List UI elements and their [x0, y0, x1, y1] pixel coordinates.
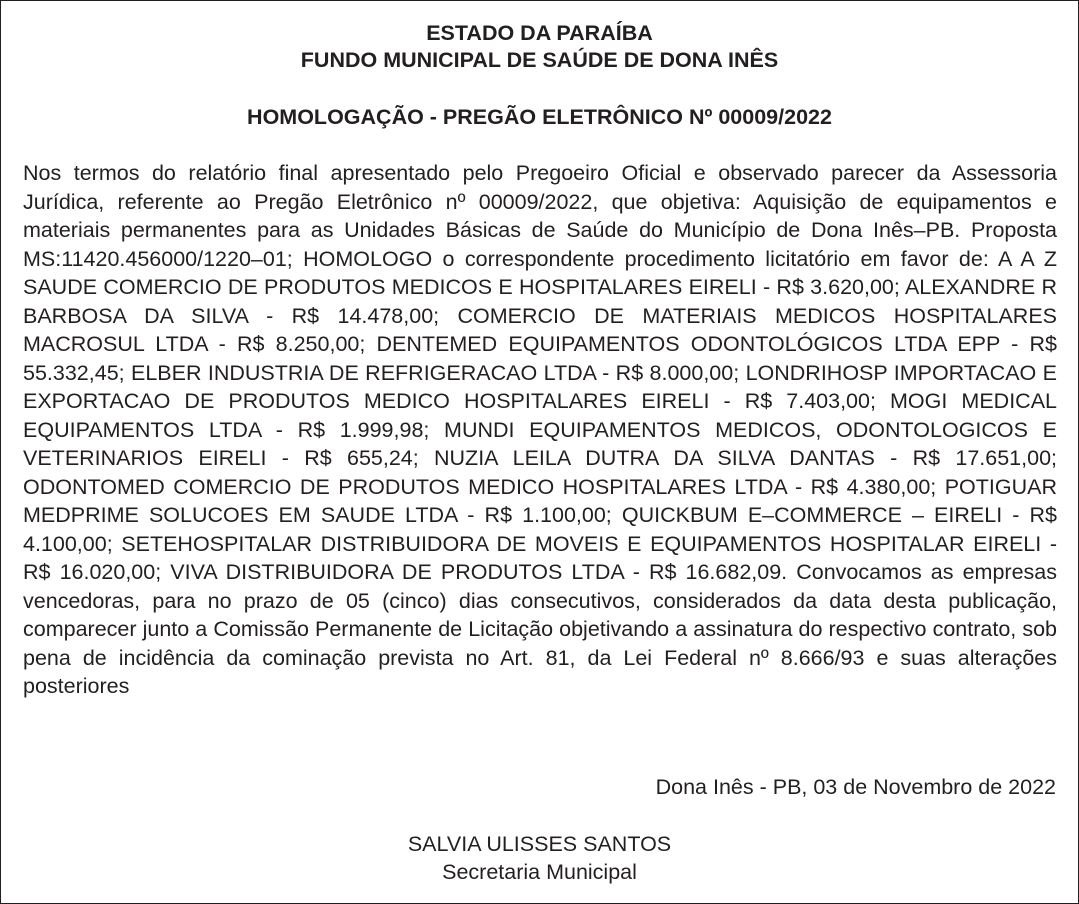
- state-name: ESTADO DA PARAÍBA: [426, 21, 653, 45]
- signatory-name: SALVIA ULISSES SANTOS: [407, 832, 672, 856]
- place-and-date: Dona Inês - PB, 03 de Novembro de 2022: [655, 775, 1056, 799]
- document-title: HOMOLOGAÇÃO - PREGÃO ELETRÔNICO Nº 00009/2022: [247, 105, 832, 129]
- document-header: [1, 20, 1078, 74]
- fund-name: FUNDO MUNICIPAL DE SAÚDE DE DONA INÊS: [300, 48, 779, 72]
- signatory-role: Secretaria Municipal: [442, 860, 637, 884]
- document-body: Nos termos do relatório final apresentado pelo Pregoeiro Oficial e observado parecer da Assessoria Jurídica, referente ao Pregão Eletrônico nº 00009/2022, que objetiva: Aquisição de equipamentos e materiais permanentes para as Unidades Básicas de Saúde do Município de Dona Inês–PB. Proposta MS:11420.456000/1220–01; HOMOLOGO o correspondente procedimento licitatório em favor de: A A Z SAUDE COMERCIO DE PRODUTOS MEDICOS E HOSPITALARES EIRELI - R$ 3.620,00; ALEXANDRE R BARBOSA DA SILVA - R$ 14.478,00; COMERCIO DE MATERIAIS MEDICOS HOSPITALARES MACROSUL LTDA - R$ 8.250,00; DENTEMED EQUIPAMENTOS ODONTOLÓGICOS LTDA EPP - R$ 55.332,45; ELBER INDUSTRIA DE REFRIGERACAO LTDA - R$ 8.000,00; LONDRIHOSP IMPORTACAO E EXPORTACAO DE PRODUTOS MEDICO HOSPITALARES EIRELI - R$ 7.403,00; MOGI MEDICAL EQUIPAMENTOS LTDA - R$ 1.999,98; MUNDI EQUIPAMENTOS MEDICOS, ODONTOLOGICOS E VETERINARIOS EIRELI - R$ 655,24; NUZIA LEILA DUTRA DA SILVA DANTAS - R$ 17.651,00; ODONTOMED COMERCIO DE PRODUTOS MEDICO HOSPITALARES LTDA - R$ 4.380,00; POTIGUAR MEDPRIME SOLUCOES EM SAUDE LTDA - R$ 1.100,00; QUICKBUM E–COMMERCE – EIRELI - R$ 4.100,00; SETEHOSPITALAR DISTRIBUIDORA DE MOVEIS E EQUIPAMENTOS HOSPITALAR EIRELI - R$ 16.020,00; VIVA DISTRIBUIDORA DE PRODUTOS LTDA - R$ 16.682,09. Convocamos as empresas vencedoras, para no prazo de 05 (cinco) dias consecutivos, considerados da data desta publicação, comparecer junto a Comissão Permanente de Licitação objetivando a assinatura do respectivo contrato, sob pena de incidência da cominação prevista no Art. 81, da Lei Federal nº 8.666/93 e suas alterações posteriores: [23, 161, 1057, 698]
- signature-block: [1, 830, 1078, 886]
